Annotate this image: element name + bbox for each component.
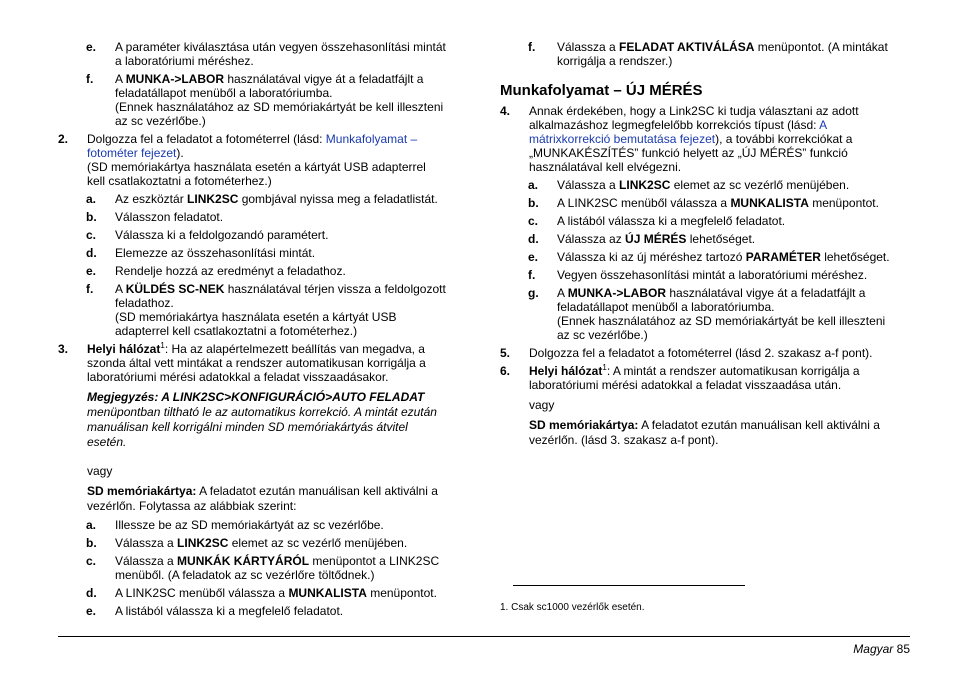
text-run: alkalmazáshoz legmegfelelőbb korrekciós típust (lásd:: [529, 118, 820, 132]
menu-command: LINK2SC: [177, 536, 229, 550]
list-item: [58, 264, 470, 278]
list-item: [58, 518, 470, 532]
list-marker: f.: [86, 72, 94, 86]
footer-divider: [58, 636, 910, 637]
text-run: ), a további korrekciókat a: [715, 132, 853, 146]
sd-card-paragraph: [500, 418, 912, 448]
list-item: [58, 228, 470, 242]
text-run: A listából válassza ki a megfelelő feladatot.: [115, 604, 344, 618]
text-run: menüpontot. (A mintákat: [754, 40, 888, 54]
list-item: [500, 232, 912, 246]
text-line: adapterrel kell csatlakoztatni a fotométerhez.): [115, 324, 358, 338]
footnote-divider: [513, 585, 745, 586]
text-run: Válassza a: [115, 536, 178, 550]
list-item: [58, 192, 470, 206]
section-label: Helyi hálózat: [87, 342, 161, 356]
text-line: az sc vezérlőbe.): [557, 328, 648, 342]
text-line: kell csatlakoztatni a fotométerhez.): [87, 174, 272, 188]
menu-command: MUNKALISTA: [288, 586, 367, 600]
list-marker: c.: [86, 554, 97, 568]
text-run: Az eszköztár: [115, 192, 188, 206]
left-column: [58, 40, 470, 618]
note: [58, 390, 470, 450]
menu-command: KÜLDÉS SC-NEK: [125, 282, 225, 296]
text-run: Válassza ki az új méréshez tartozó: [557, 250, 746, 264]
list-marker: f.: [86, 282, 94, 296]
section-label: SD memóriakártya:: [87, 484, 197, 498]
text-run: A: [115, 72, 126, 86]
or-text: vagy: [529, 398, 555, 412]
text-run: Elemezze az összehasonlítási mintát.: [115, 246, 316, 260]
text-line: (Ennek használatához az SD memóriakártyát be kell illeszteni: [557, 314, 886, 328]
text-run: Dolgozza fel a feladatot a fotométerrel (lásd:: [87, 132, 326, 146]
list-marker: a.: [86, 518, 97, 532]
text-run: használatával vigye át a feladatfájlt a: [224, 72, 424, 86]
text-run: Válassza a: [557, 40, 620, 54]
menu-command: MUNKALISTA: [730, 196, 809, 210]
menu-command: MUNKÁK KÁRTYÁRÓL: [177, 554, 310, 568]
text-run: Válassza a: [557, 178, 620, 192]
list-item: [500, 196, 912, 210]
list-marker: e.: [86, 40, 97, 54]
text-line: laboratóriumi mérési adatokkal a feladat visszaadása után.: [529, 378, 842, 392]
list-marker: g.: [528, 286, 539, 300]
text-line: laboratóriumi mérési adatokkal a feladat visszaadásakor.: [87, 370, 389, 384]
text-line: vezérlőn. Folytassa az alábbiak szerint:: [87, 499, 297, 513]
list-item: [58, 282, 470, 338]
step-number: 6.: [500, 364, 511, 378]
text-line: az sc vezérlőbe.): [115, 114, 206, 128]
page-number: 85: [896, 642, 910, 656]
footer-language: Magyar: [853, 642, 894, 656]
list-marker: f.: [528, 268, 536, 282]
list-item: [58, 586, 470, 600]
section-label: Helyi hálózat: [529, 364, 603, 378]
text-run: Válassza ki a feldolgozandó paramétert.: [115, 228, 329, 242]
list-marker: e.: [528, 250, 539, 264]
text-line: korrigálja a rendszer.): [557, 54, 673, 68]
text-run: használatával térjen vissza a feldolgozott: [224, 282, 446, 296]
text-run: A listából válassza ki a megfelelő feladatot.: [557, 214, 786, 228]
footnote-ref: 1: [160, 341, 165, 350]
text-line: a laboratóriumi méréshez.: [115, 54, 254, 68]
text-line: menüből. (A feladatok az sc vezérlőre töltődnek.): [115, 568, 375, 582]
text-run: ).: [176, 146, 184, 160]
menu-command: ÚJ MÉRÉS: [625, 232, 687, 246]
menu-command: PARAMÉTER: [745, 250, 821, 264]
list-item: [500, 286, 912, 342]
step-number: 5.: [500, 346, 511, 360]
text-line: vezérlőn. (lásd 3. szakasz a-f pont).: [529, 433, 719, 447]
text-run: A: [557, 286, 568, 300]
text-line: menüpontban tiltható le az automatikus korrekció. A mintát ezután: [87, 405, 437, 419]
list-item: [58, 536, 470, 550]
cross-reference-link[interactable]: fotométer fejezet: [87, 146, 177, 160]
text-run: menüpontot.: [808, 196, 879, 210]
text-run: : Ha az alapértelmezett beállítás van megadva, a: [164, 342, 425, 356]
list-marker: b.: [528, 196, 539, 210]
step-number: 2.: [58, 132, 69, 146]
list-marker: d.: [86, 246, 97, 260]
list-marker: e.: [86, 264, 97, 278]
list-marker: f.: [528, 40, 536, 54]
text-run: Illessze be az SD memóriakártyát az sc vezérlőbe.: [115, 518, 384, 532]
step-number: 3.: [58, 342, 69, 356]
text-run: A feladatot ezután manuálisan kell aktiválni a: [196, 484, 438, 498]
text-run: Válassza az: [557, 232, 626, 246]
text-run: Válasszon feladatot.: [115, 210, 224, 224]
list-marker: d.: [86, 586, 97, 600]
list-item: [58, 40, 470, 68]
text-line: feladatállapot menüből a laboratóriumba.: [115, 86, 333, 100]
text-line: (SD memóriakártya használata esetén a kártyát USB: [115, 310, 397, 324]
list-marker: a.: [528, 178, 539, 192]
cross-reference-link[interactable]: mátrixkorrekció bemutatása fejezet: [529, 132, 716, 146]
cross-reference-link[interactable]: Munkafolyamat –: [325, 132, 418, 146]
text-line: feladathoz.: [115, 296, 174, 310]
or-text: vagy: [87, 464, 113, 478]
note-title: Megjegyzés: A LINK2SC>KONFIGURÁCIÓ>AUTO FELADAT: [87, 390, 425, 404]
right-column: [500, 40, 912, 448]
text-line: esetén.: [87, 435, 127, 449]
step-5: [500, 346, 912, 360]
step-3: [58, 342, 470, 384]
text-run: menüpontot.: [366, 586, 437, 600]
text-run: Válassza a: [115, 554, 178, 568]
page-footer: [853, 642, 910, 656]
list-marker: e.: [86, 604, 97, 618]
list-item: [500, 178, 912, 192]
list-item: [500, 268, 912, 282]
list-marker: c.: [86, 228, 97, 242]
text-line: (SD memóriakártya használata esetén a kártyát USB adapterrel: [87, 160, 426, 174]
text-run: menüpontot a LINK2SC: [309, 554, 440, 568]
text-line: (Ennek használatához az SD memóriakártyát be kell illeszteni: [115, 100, 444, 114]
text-run: Vegyen összehasonlítási mintát a laboratóriumi méréshez.: [557, 268, 868, 282]
cross-reference-link[interactable]: A: [819, 118, 828, 132]
text-run: használatával vigye át a feladatfájlt a: [666, 286, 866, 300]
list-marker: b.: [86, 536, 97, 550]
text-line: „MUNKAKÉSZÍTÉS” funkció helyett az „ÚJ MÉRÉS” funkció: [529, 146, 848, 160]
list-item: [58, 554, 470, 582]
text-run: gombjával nyissa meg a feladatlistát.: [238, 192, 438, 206]
list-item: [500, 214, 912, 228]
menu-command: LINK2SC: [619, 178, 671, 192]
list-item: [58, 246, 470, 260]
text-run: elemet az sc vezérlő menüjében.: [670, 178, 850, 192]
text-run: lehetőséget.: [820, 250, 890, 264]
text-run: lehetőséget.: [686, 232, 756, 246]
step-number: 4.: [500, 104, 511, 118]
text-line: használatával kell elvégezni.: [529, 160, 682, 174]
menu-command: FELADAT AKTIVÁLÁSA: [619, 40, 755, 54]
list-item: [58, 72, 470, 128]
text-line: Annak érdekében, hogy a Link2SC ki tudja választani az adott: [529, 104, 859, 118]
menu-command: MUNKA->LABOR: [567, 286, 667, 300]
text-run: A LINK2SC menüből válassza a: [557, 196, 731, 210]
step-2: [58, 132, 470, 188]
text-run: : A mintát a rendszer automatikusan korrigálja a: [606, 364, 860, 378]
sd-card-paragraph: [58, 484, 470, 514]
list-marker: b.: [86, 210, 97, 224]
section-label: SD memóriakártya:: [529, 418, 639, 432]
list-item: [58, 604, 470, 618]
text-run: A feladatot ezután manuálisan kell aktiválni a: [638, 418, 880, 432]
text-run: Rendelje hozzá az eredményt a feladathoz.: [115, 264, 346, 278]
text-line: A paraméter kiválasztása után vegyen összehasonlítási mintát: [115, 40, 446, 54]
step-6: [500, 364, 912, 392]
list-item: [500, 40, 912, 68]
menu-command: MUNKA->LABOR: [125, 72, 225, 86]
text-run: A: [115, 282, 126, 296]
text-line: szonda által vett mintákat a rendszer automatikusan korrigálja a: [87, 356, 426, 370]
list-marker: a.: [86, 192, 97, 206]
text-line: feladatállapot menüből a laboratóriumba.: [557, 300, 775, 314]
list-marker: d.: [528, 232, 539, 246]
text-run: Dolgozza fel a feladatot a fotométerrel (lásd 2. szakasz a-f pont).: [529, 346, 873, 360]
text-run: elemet az sc vezérlő menüjében.: [228, 536, 408, 550]
list-item: [500, 250, 912, 264]
footnote: 1. Csak sc1000 vezérlők esetén.: [500, 602, 645, 613]
list-marker: c.: [528, 214, 539, 228]
menu-command: LINK2SC: [187, 192, 239, 206]
step-4: [500, 104, 912, 174]
text-run: A LINK2SC menüből válassza a: [115, 586, 289, 600]
footnote-ref: 1: [602, 363, 607, 372]
list-item: [58, 210, 470, 224]
section-heading: Munkafolyamat – ÚJ MÉRÉS: [500, 82, 703, 99]
text-line: manuálisan kell korrigálni minden SD memóriakártyás átvitel: [87, 420, 408, 434]
